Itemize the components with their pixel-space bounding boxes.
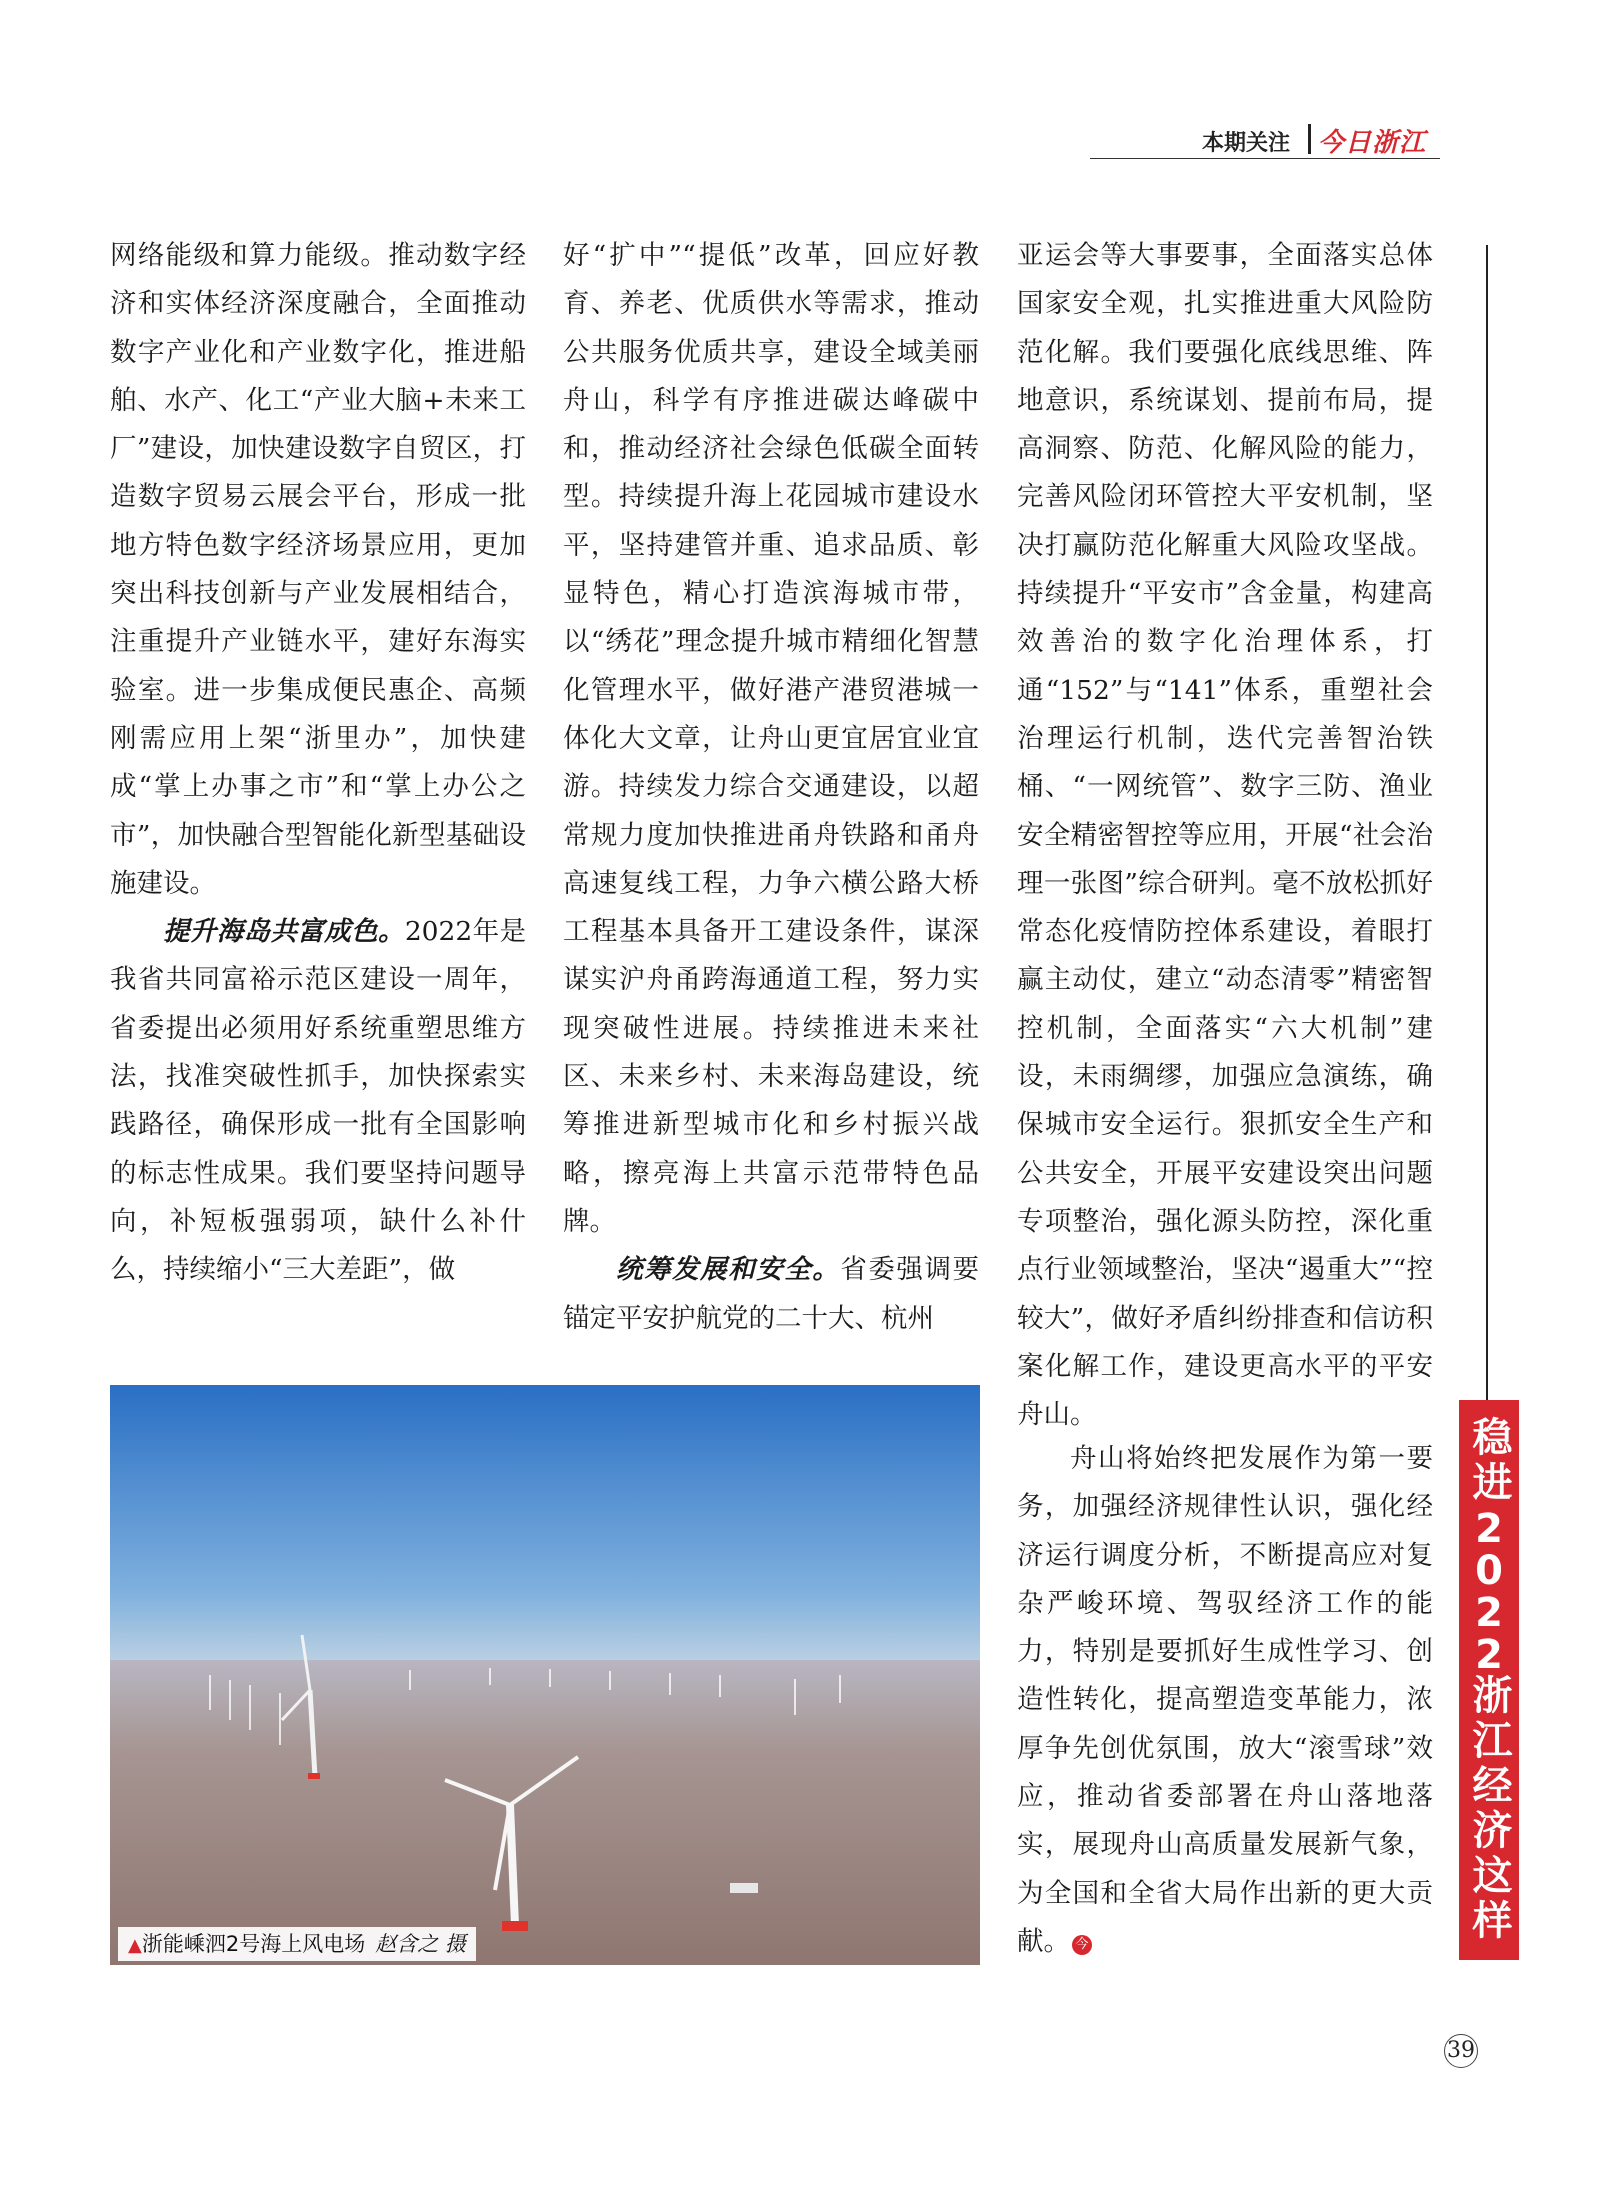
- page-header: [1090, 118, 1440, 158]
- photo-credit: 赵含之 摄: [375, 1932, 466, 1956]
- banner-year: 2022: [1466, 1506, 1512, 1674]
- paragraph: 亚运会等大事要事，全面落实总体国家安全观，扎实推进重大风险防范化解。我们要强化底线思维、阵地意识，系统谋划、提前布局，提高洞察、防范、化解风险的能力，完善风险闭环管控大平安机制，坚决打赢防范化解重大风险攻坚战。持续提升“平安市”含金量，构建高效善治的数字化治理体系，打通“152”与“141”体系，重塑社会治理运行机制，迭代完善智治铁桶、“一网统管”、数字三防、渔业安全精密智控等应用，开展“社会治理一张图”综合研判。毫不放松抓好常态化疫情防控体系建设，着眼打赢主动仗，建立“动态清零”精密智控机制，全面落实“六大机制”建设，未雨绸缪，加强应急演练，确保城市安全运行。狠抓安全生产和公共安全，开展平安建设突出问题专项整治，强化源头防控，深化重点行业领域整治，坚决“遏重大”“控较大”，做好矛盾纠纷排查和信访积案化解工作，建设更高水平的平安舟山。: [1017, 240, 1433, 1431]
- paragraph-heading: 统筹发展和安全。: [616, 1254, 841, 1286]
- photo-image: [110, 1385, 980, 1965]
- article-column-3-top: [1017, 232, 1433, 1439]
- paragraph-body: 省委强调要锚定平安护航党的二十大、杭州: [563, 1254, 980, 1334]
- caption-text: 浙能嵊泗2号海上风电场: [141, 1932, 366, 1956]
- paragraph-body: 舟山将始终把发展作为第一要务，加强经济规律性认识，强化经济运行调度分析，不断提高应对复杂严峻环境、驾驭经济工作的能力，特别是要抓好生成性学习、创造性转化，提高塑造变革能力，浓厚争先创优氛围，放大“滚雪球”效应，推动省委部署在舟山落地落实，展现舟山高质量发展新气象，为全国和全省大局作出新的更大贡献。: [1017, 1443, 1433, 1957]
- wind-farm-photo: [110, 1385, 980, 1965]
- paragraph-heading: 提升海岛共富成色。: [163, 916, 405, 948]
- paragraph: 好“扩中”“提低”改革，回应好教育、养老、优质供水等需求，推动公共服务优质共享，建设全域美丽舟山，科学有序推进碳达峰碳中和，推动经济社会绿色低碳全面转型。持续提升海上花园城市建设水平，坚持建管并重、追求品质、彰显特色，精心打造滨海城市带，以“绣花”理念提升城市精细化智慧化管理水平，做好港产港贸港城一体化大文章，让舟山更宜居宜业宜游。持续发力综合交通建设，以超常规力度加快推进甬舟铁路和甬舟高速复线工程，力争六横公路大桥工程基本具备开工建设条件，谋深谋实沪舟甬跨海通道工程，努力实现突破性进展。持续推进未来社区、未来乡村、未来海岛建设，统筹推进新型城市化和乡村振兴战略，擦亮海上共富示范带特色品牌。: [563, 240, 979, 1237]
- paragraph: [1017, 1435, 1433, 1966]
- header-divider: [1308, 124, 1311, 154]
- banner-text: 浙江经济这样干: [1406, 1657, 1512, 1944]
- paragraph: [563, 1246, 979, 1343]
- caption-marker-icon: ▲: [128, 1935, 142, 1956]
- page-number: 39: [1444, 2034, 1478, 2068]
- photo-caption: [118, 1927, 476, 1961]
- article-column-1: [110, 232, 526, 1295]
- column-rule: [1486, 245, 1488, 1400]
- banner-text: 稳进: [1466, 1416, 1512, 1506]
- article-column-3-bottom: [1017, 1435, 1433, 1966]
- header-rule: [1090, 158, 1440, 159]
- end-mark-icon: 今: [1072, 1935, 1092, 1955]
- paragraph: [110, 908, 526, 1294]
- magazine-logo: 今日浙江: [1318, 128, 1427, 158]
- article-column-2: [563, 232, 979, 1343]
- paragraph-body: 2022年是我省共同富裕示范区建设一周年，省委提出必须用好系统重塑思维方法，找准突破性抓手，加快探索实践路径，确保形成一批有全国影响的标志性成果。我们要坚持问题导向，补短板强弱项，缺什么补什么，持续缩小“三大差距”，做: [110, 916, 526, 1286]
- section-label: 本期关注: [1202, 131, 1291, 156]
- paragraph: 网络能级和算力能级。推动数字经济和实体经济深度融合，全面推动数字产业化和产业数字化，推进船舶、水产、化工“产业大脑+未来工厂”建设，加快建设数字自贸区，打造数字贸易云展会平台，形成一批地方特色数字经济场景应用，更加突出科技创新与产业发展相结合，注重提升产业链水平，建好东海实验室。进一步集成便民惠企、高频刚需应用上架“浙里办”，加快建成“掌上办事之市”和“掌上办公之市”，加快融合型智能化新型基础设施建设。: [110, 240, 526, 899]
- topic-banner: [1406, 1400, 1519, 1960]
